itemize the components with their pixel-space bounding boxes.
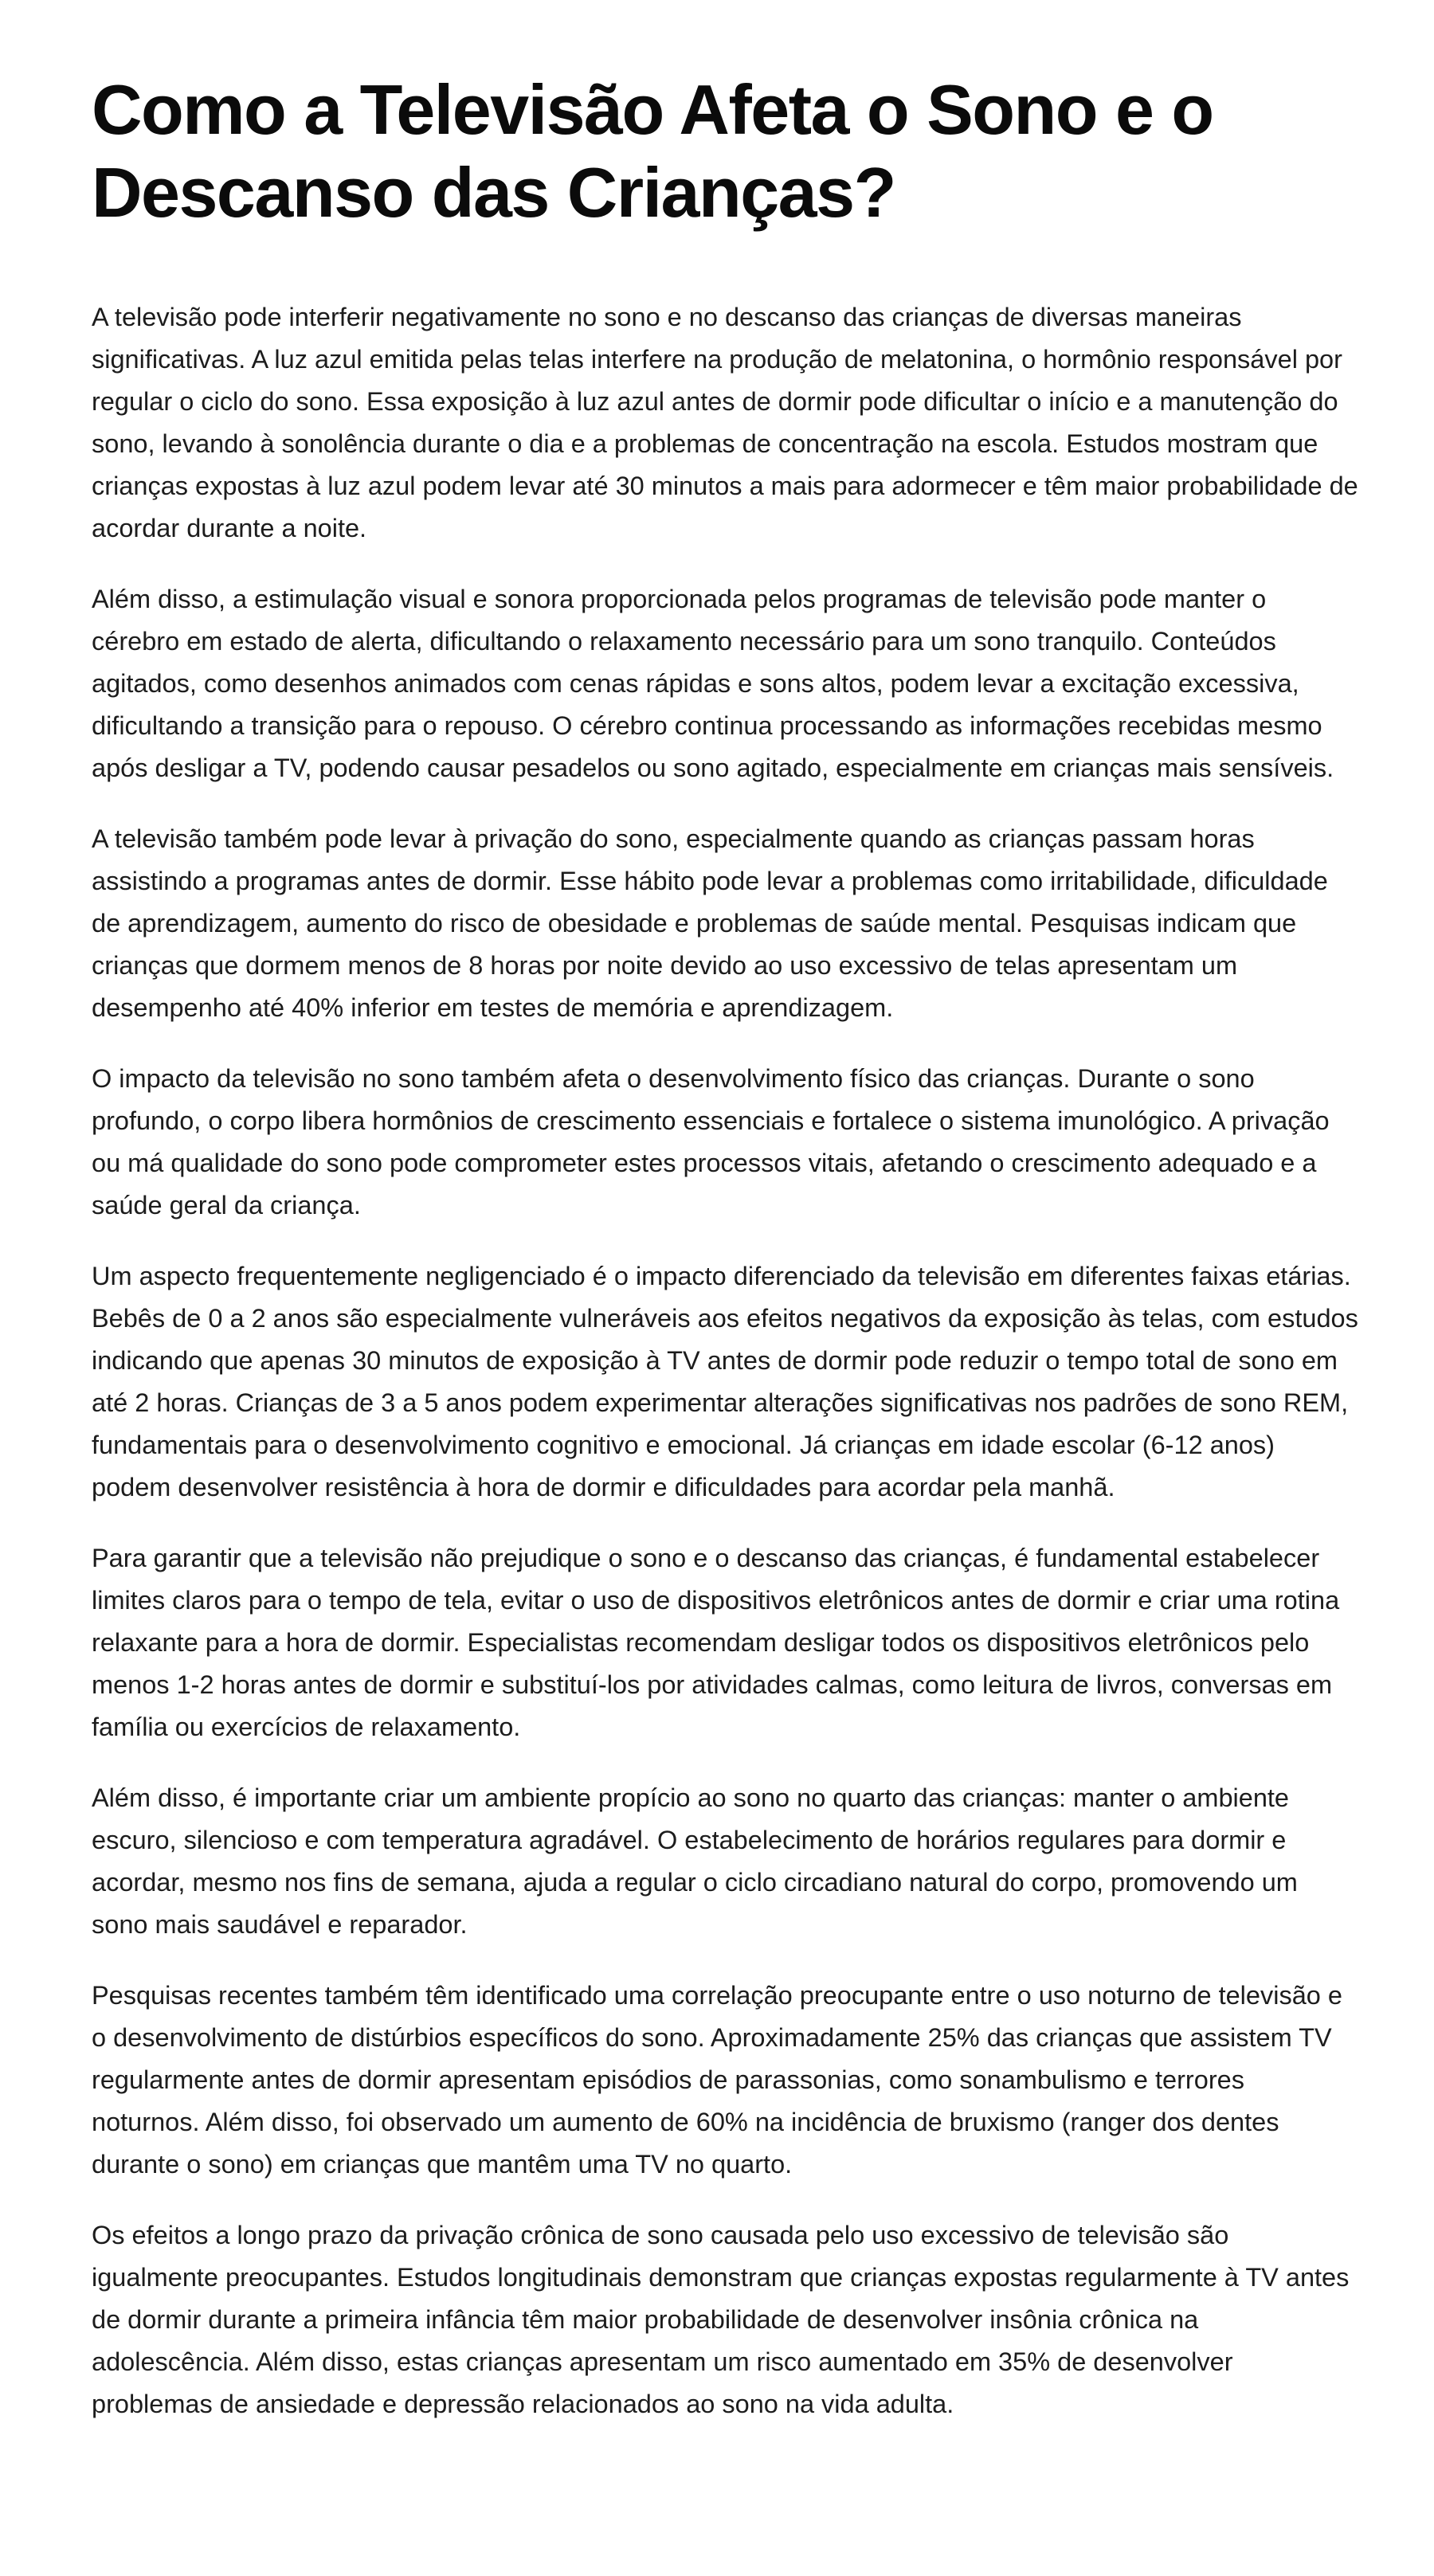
article-title: Como a Televisão Afeta o Sono e o Descanso das Crianças?	[92, 70, 1213, 232]
article-paragraph: O impacto da televisão no sono também afeta o desenvolvimento físico das crianças. Durante o sono profundo, o corpo libera hormônios de crescimento essenciais e fortalece o sistema imunológico. A privação ou má qualidade do sono pode comprometer estes processos vitais, afetando o crescimento adequado e a saúde geral da criança.	[92, 1064, 1330, 1219]
article-paragraph: Um aspecto frequentemente negligenciado é o impacto diferenciado da televisão em diferentes faixas etárias. Bebês de 0 a 2 anos são especialmente vulneráveis aos efeitos negativos da exposição às telas, com estudos indicando que apenas 30 minutos de exposição à TV antes de dormir pode reduzir o tempo total de sono em até 2 horas. Crianças de 3 a 5 anos podem experimentar alterações significativas nos padrões de sono REM, fundamentais para o desenvolvimento cognitivo e emocional. Já crianças em idade escolar (6-12 anos) podem desenvolver resistência à hora de dormir e dificuldades para acordar pela manhã.	[92, 1262, 1358, 1501]
article-paragraph: Pesquisas recentes também têm identificado uma correlação preocupante entre o uso noturno de televisão e o desenvolvimento de distúrbios específicos do sono. Aproximadamente 25% das crianças que assistem TV regularmente antes de dormir apresentam episódios de parassonias, como sonambulismo e terrores noturnos. Além disso, foi observado um aumento de 60% na incidência de bruxismo (ranger dos dentes durante o sono) em crianças que mantêm uma TV no quarto.	[92, 1981, 1342, 2179]
article-paragraph: Os efeitos a longo prazo da privação crônica de sono causada pelo uso excessivo de televisão são igualmente preocupantes. Estudos longitudinais demonstram que crianças expostas regularmente à TV antes de dormir durante a primeira infância têm maior probabilidade de desenvolver insônia crônica na adolescência. Além disso, estas crianças apresentam um risco aumentado em 35% de desenvolver problemas de ansiedade e depressão relacionados ao sono na vida adulta.	[92, 2221, 1350, 2418]
article-paragraph: Além disso, a estimulação visual e sonora proporcionada pelos programas de televisão pode manter o cérebro em estado de alerta, dificultando o relaxamento necessário para um sono tranquilo. Conteúdos agitados, como desenhos animados com cenas rápidas e sons altos, podem levar a excitação excessiva, dificultando a transição para o repouso. O cérebro continua processando as informações recebidas mesmo após desligar a TV, podendo causar pesadelos ou sono agitado, especialmente em crianças mais sensíveis.	[92, 585, 1334, 782]
article-paragraph: Para garantir que a televisão não prejudique o sono e o descanso das crianças, é fundamental estabelecer limites claros para o tempo de tela, evitar o uso de dispositivos eletrônicos antes de dormir e criar uma rotina relaxante para a hora de dormir. Especialistas recomendam desligar todos os dispositivos eletrônicos pelo menos 1-2 horas antes de dormir e substituí-los por atividades calmas, como leitura de livros, conversas em família ou exercícios de relaxamento.	[92, 1544, 1340, 1741]
article	[92, 69, 1358, 2454]
article-paragraph: A televisão pode interferir negativamente no sono e no descanso das crianças de diversas maneiras significativas. A luz azul emitida pelas telas interfere na produção de melatonina, o hormônio responsável por regular o ciclo do sono. Essa exposição à luz azul antes de dormir pode dificultar o início e a manutenção do sono, levando à sonolência durante o dia e a problemas de concentração na escola. Estudos mostram que crianças expostas à luz azul podem levar até 30 minutos a mais para adormecer e têm maior probabilidade de acordar durante a noite.	[92, 303, 1358, 542]
article-paragraph: Além disso, é importante criar um ambiente propício ao sono no quarto das crianças: manter o ambiente escuro, silencioso e com temperatura agradável. O estabelecimento de horários regulares para dormir e acordar, mesmo nos fins de semana, ajuda a regular o ciclo circadiano natural do corpo, promovendo um sono mais saudável e reparador.	[92, 1783, 1298, 1939]
article-paragraph: A televisão também pode levar à privação do sono, especialmente quando as crianças passam horas assistindo a programas antes de dormir. Esse hábito pode levar a problemas como irritabilidade, dificuldade de aprendizagem, aumento do risco de obesidade e problemas de saúde mental. Pesquisas indicam que crianças que dormem menos de 8 horas por noite devido ao uso excessivo de telas apresentam um desempenho até 40% inferior em testes de memória e aprendizagem.	[92, 824, 1328, 1022]
